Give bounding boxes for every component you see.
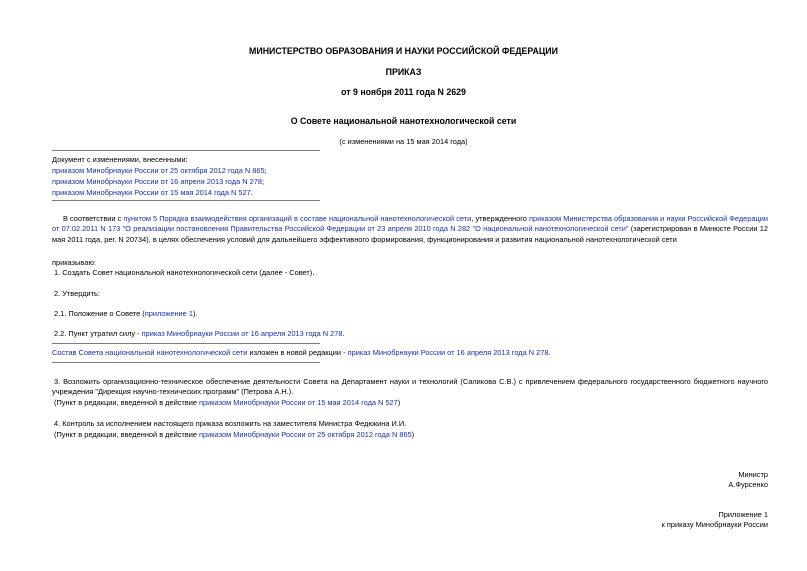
item-3-revision: (Пункт в редакции, введенной в действие приказом Минобрнауки России от 15 мая 2014 года N 527) (54, 398, 401, 407)
ministry-heading: МИНИСТЕРСТВО ОБРАЗОВАНИЯ И НАУКИ РОССИЙСКОЙ ФЕДЕРАЦИИ (249, 46, 558, 56)
changes-top-rule (52, 150, 320, 151)
preamble-paragraph: В соответствии с пунктом 5 Порядка взаимодействия организаций в составе национальной нанотехнологической сети, утвержденного приказом Министерства образования и науки Российской Федерации от 07.02.2011 N 173 "О реализации постановления Правительства Российской Федерации от 23 апреля 2010 года N 282 "О национальной нанотехнологической сети" (зарегистрирован в Минюсте России 12 мая 2011 года, рег. N 20734), в целях обеспечения условий для дальнейшего эффективного формирования, функционирования и развития национальной нанотехнологической сети (52, 214, 768, 244)
item-2-1: 2.1. Положение о Совете (приложение 1). (54, 309, 198, 318)
item-2-2: 2.2. Пункт утратил силу - приказ Минобрнауки России от 16 апреля 2013 года N 278. (54, 329, 345, 338)
changes-item: приказом Минобрнауки России от 16 апреля 2013 года N 278; (52, 177, 265, 186)
changes-bottom-rule (52, 200, 320, 201)
item-4-revision: (Пункт в редакции, введенной в действие приказом Минобрнауки России от 25 октября 2012 года N 865) (54, 430, 415, 439)
note-bottom-rule (52, 362, 320, 363)
note-top-rule (52, 343, 320, 344)
item-3: 3. Возложить организационно-техническое обеспечение деятельности Совета на Департамент науки и технологий (Саликова С.В.) с привлечением федерального государственного бюджетного научного учреждения "Дирекция научно-технических программ" (Петрова А.Н.). (52, 377, 768, 397)
changes-intro: Документ с изменениями, внесенными: (52, 155, 188, 164)
amendment-note: (с изменениями на 15 мая 2014 года) (339, 137, 468, 146)
item-4: 4. Контроль за исполнением настоящего приказа возложить на заместителя Министра Федюкина И.И. (54, 419, 407, 428)
item-2: 2. Утвердить: (54, 289, 100, 298)
order-heading: ПРИКАЗ (385, 67, 422, 77)
order-278-note-link[interactable]: приказ Минобрнауки России от 16 апреля 2013 года N 278 (347, 348, 549, 357)
changes-item: приказом Минобрнауки России от 25 октября 2012 года N 865; (52, 166, 267, 175)
document-title: О Совете национальной нанотехнологической сети (290, 116, 517, 126)
order-865-link[interactable]: приказом Минобрнауки России от 25 октября 2012 года N 865 (199, 430, 412, 439)
appendix-label: Приложение 1 (718, 510, 768, 519)
signature-position: Министр (738, 470, 768, 479)
procedure-link[interactable]: пунктом 5 Порядка взаимодействия организаций в составе национальной нанотехнологической сети (123, 214, 472, 223)
order-278-link[interactable]: приказ Минобрнауки России от 16 апреля 2013 года N 278 (141, 329, 343, 338)
item-1: 1. Создать Совет национальной нанотехнологической сети (далее - Совет). (54, 268, 315, 277)
ministry-order-173-link[interactable]: приказом Министерства образования и науки Российской Федерации от 07.02.2011 N 173 "О реализации постановления Правительства Российской Федерации от 23 апреля 2010 года N 282 "О национальной нанотехнологической сети" (52, 214, 768, 234)
amendment-link-2012[interactable]: приказом Минобрнауки России от 25 октября 2012 года N 865 (52, 166, 265, 175)
amendment-link-2014[interactable]: приказом Минобрнауки России от 15 мая 2014 года N 527 (52, 188, 251, 197)
order-word: приказываю: (52, 258, 96, 267)
appendix-ref: к приказу Минобрнауки России (661, 520, 768, 529)
appendix-1-link[interactable]: приложение 1 (144, 309, 193, 318)
signature-name: А.Фурсенко (728, 480, 768, 489)
composition-note: Состав Совета национальной нанотехнологической сети изложен в новой редакции - приказ Минобрнауки России от 16 апреля 2013 года N 278. (52, 348, 551, 357)
order-date-number: от 9 ноября 2011 года N 2629 (341, 87, 466, 97)
order-527-link[interactable]: приказом Минобрнауки России от 15 мая 2014 года N 527 (199, 398, 398, 407)
changes-item: приказом Минобрнауки России от 15 мая 2014 года N 527. (52, 188, 253, 197)
amendment-link-2013[interactable]: приказом Минобрнауки России от 16 апреля 2013 года N 278 (52, 177, 262, 186)
council-composition-link[interactable]: Состав Совета национальной нанотехнологической сети (52, 348, 248, 357)
